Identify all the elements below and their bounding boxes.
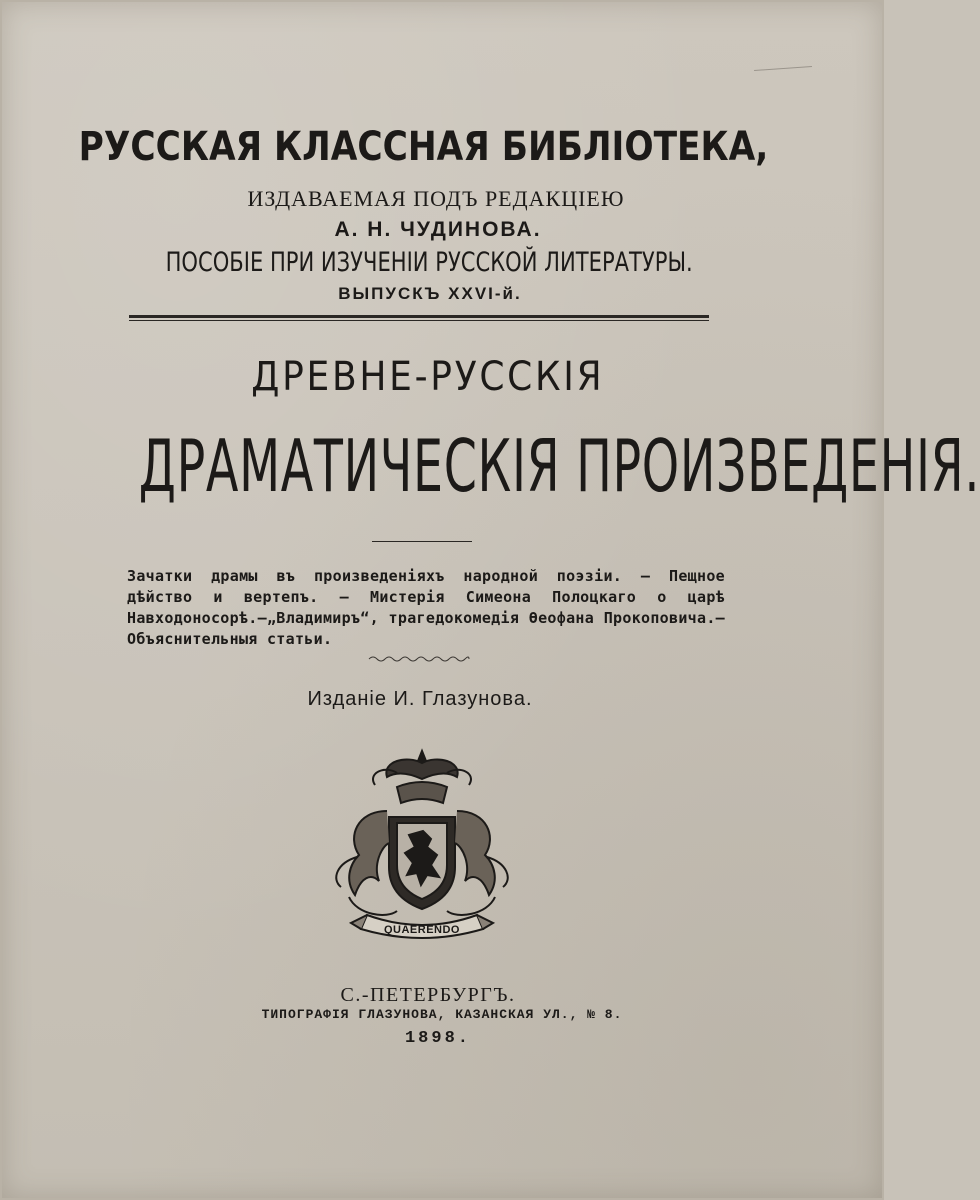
city-line: С.-ПЕТЕРБУРГЪ.	[340, 984, 516, 1006]
rule-thick-line	[129, 315, 709, 318]
manual-subtitle: ПОСОБIЕ ПРИ ИЗУЧЕНIИ РУССКОЙ ЛИТЕРАТУРЫ.	[165, 247, 693, 278]
paper-scuff-mark	[754, 66, 812, 71]
publisher-emblem-icon	[327, 747, 517, 942]
edited-by-line: ИЗДАВАЕМАЯ ПОДЪ РЕДАКЦIЕЮ	[247, 186, 625, 211]
rule-thin-line	[129, 320, 709, 321]
series-title: РУССКАЯ КЛАССНАЯ БИБЛIОТЕКА,	[78, 124, 769, 170]
printer-line: ТИПОГРАФIЯ ГЛАЗУНОВА, КАЗАНСКАЯ УЛ., № 8.	[261, 1007, 623, 1022]
publication-year: 1898.	[404, 1029, 471, 1048]
main-title-line-2: ДРАМАТИЧЕСКIЯ ПРОИЗВЕДЕНIЯ.	[138, 424, 980, 508]
issue-number: ВЫПУСКЪ XXVI-й.	[338, 284, 522, 303]
publisher-line: Изданiе И. Глазунова.	[307, 688, 533, 710]
contents-description: Зачатки драмы въ произведенiяхъ народной поэзiи. — Пещное дѣйство и вертепъ. — Мистерiя Симеона Полоцкаго о царѣ Навходоносорѣ.—„Владимиръ“, трагедокомедiя Өеофана Прокоповича.—Объяснительныя статьи.	[127, 567, 725, 648]
editor-name: А. Н. ЧУДИНОВА.	[334, 218, 542, 241]
wavy-ornament	[367, 654, 471, 664]
main-title-line-1: ДРЕВНЕ-РУССКIЯ	[251, 354, 605, 400]
double-rule-divider	[129, 315, 709, 322]
short-rule-divider	[372, 541, 472, 542]
emblem-motto: QUAERENDO	[383, 924, 461, 936]
